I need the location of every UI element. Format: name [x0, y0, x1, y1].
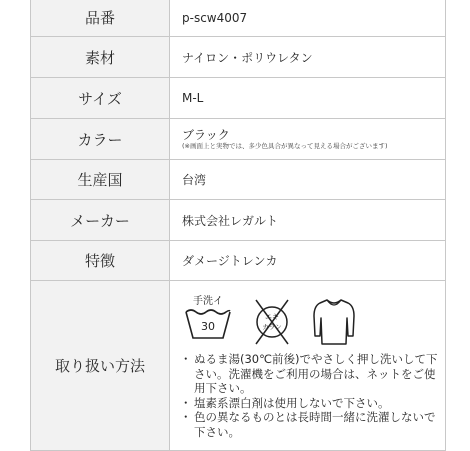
hand-wash-label: 手洗イ	[193, 296, 223, 307]
spec-value-color: ブラック	[182, 127, 230, 142]
care-symbols	[182, 292, 445, 348]
dry-clean-label-1: エキ	[265, 313, 279, 321]
spec-label-material: 素材	[31, 37, 170, 78]
spec-value-maker: 株式会社レガルト	[170, 200, 446, 241]
spec-value-feature: ダメージトレンカ	[170, 241, 446, 281]
color-disclaimer-note: (※画面上と実物では、多少色具合が異なって見える場合がございます)	[182, 141, 388, 150]
spec-value-size: M-L	[170, 78, 446, 119]
spec-label-color: カラー	[31, 119, 170, 160]
spec-label-origin: 生産国	[31, 160, 170, 200]
spec-row-size	[31, 78, 446, 119]
spec-row-care	[31, 281, 446, 451]
spec-label-maker: メーカー	[31, 200, 170, 241]
shirt-icon	[310, 292, 358, 348]
spec-value-material: ナイロン・ポリウレタン	[170, 37, 446, 78]
spec-row-product-code	[31, 0, 446, 37]
spec-value-product-code: p-scw4007	[170, 0, 446, 37]
spec-value-care-cell	[170, 281, 446, 451]
care-note: ・ ぬるま湯(30℃前後)でやさしく押し洗いして下さい。洗濯機をご利用の場合は、ネットをご使用下さい。	[182, 352, 445, 396]
spec-label-product-code: 品番	[31, 0, 170, 37]
spec-row-material	[31, 37, 446, 78]
wash-temperature: 30	[201, 320, 215, 333]
spec-label-feature: 特徴	[31, 241, 170, 281]
care-note: ・ 色の異なるものとは長時間一緒に洗濯しないで下さい。	[182, 410, 445, 439]
no-dry-clean-icon	[250, 292, 294, 348]
hand-wash-30-icon	[182, 292, 234, 348]
spec-row-origin	[31, 160, 446, 200]
spec-label-size: サイズ	[31, 78, 170, 119]
spec-row-maker	[31, 200, 446, 241]
spec-label-care: 取り扱い方法	[31, 281, 170, 451]
product-spec-table	[30, 0, 446, 451]
spec-value-origin: 台湾	[170, 160, 446, 200]
care-notes-list	[182, 352, 445, 439]
spec-row-feature	[31, 241, 446, 281]
spec-value-color-cell	[170, 119, 446, 160]
dry-clean-label-2: カラン	[262, 323, 282, 331]
care-note: ・ 塩素系漂白剤は使用しないで下さい。	[182, 396, 445, 411]
spec-row-color	[31, 119, 446, 160]
